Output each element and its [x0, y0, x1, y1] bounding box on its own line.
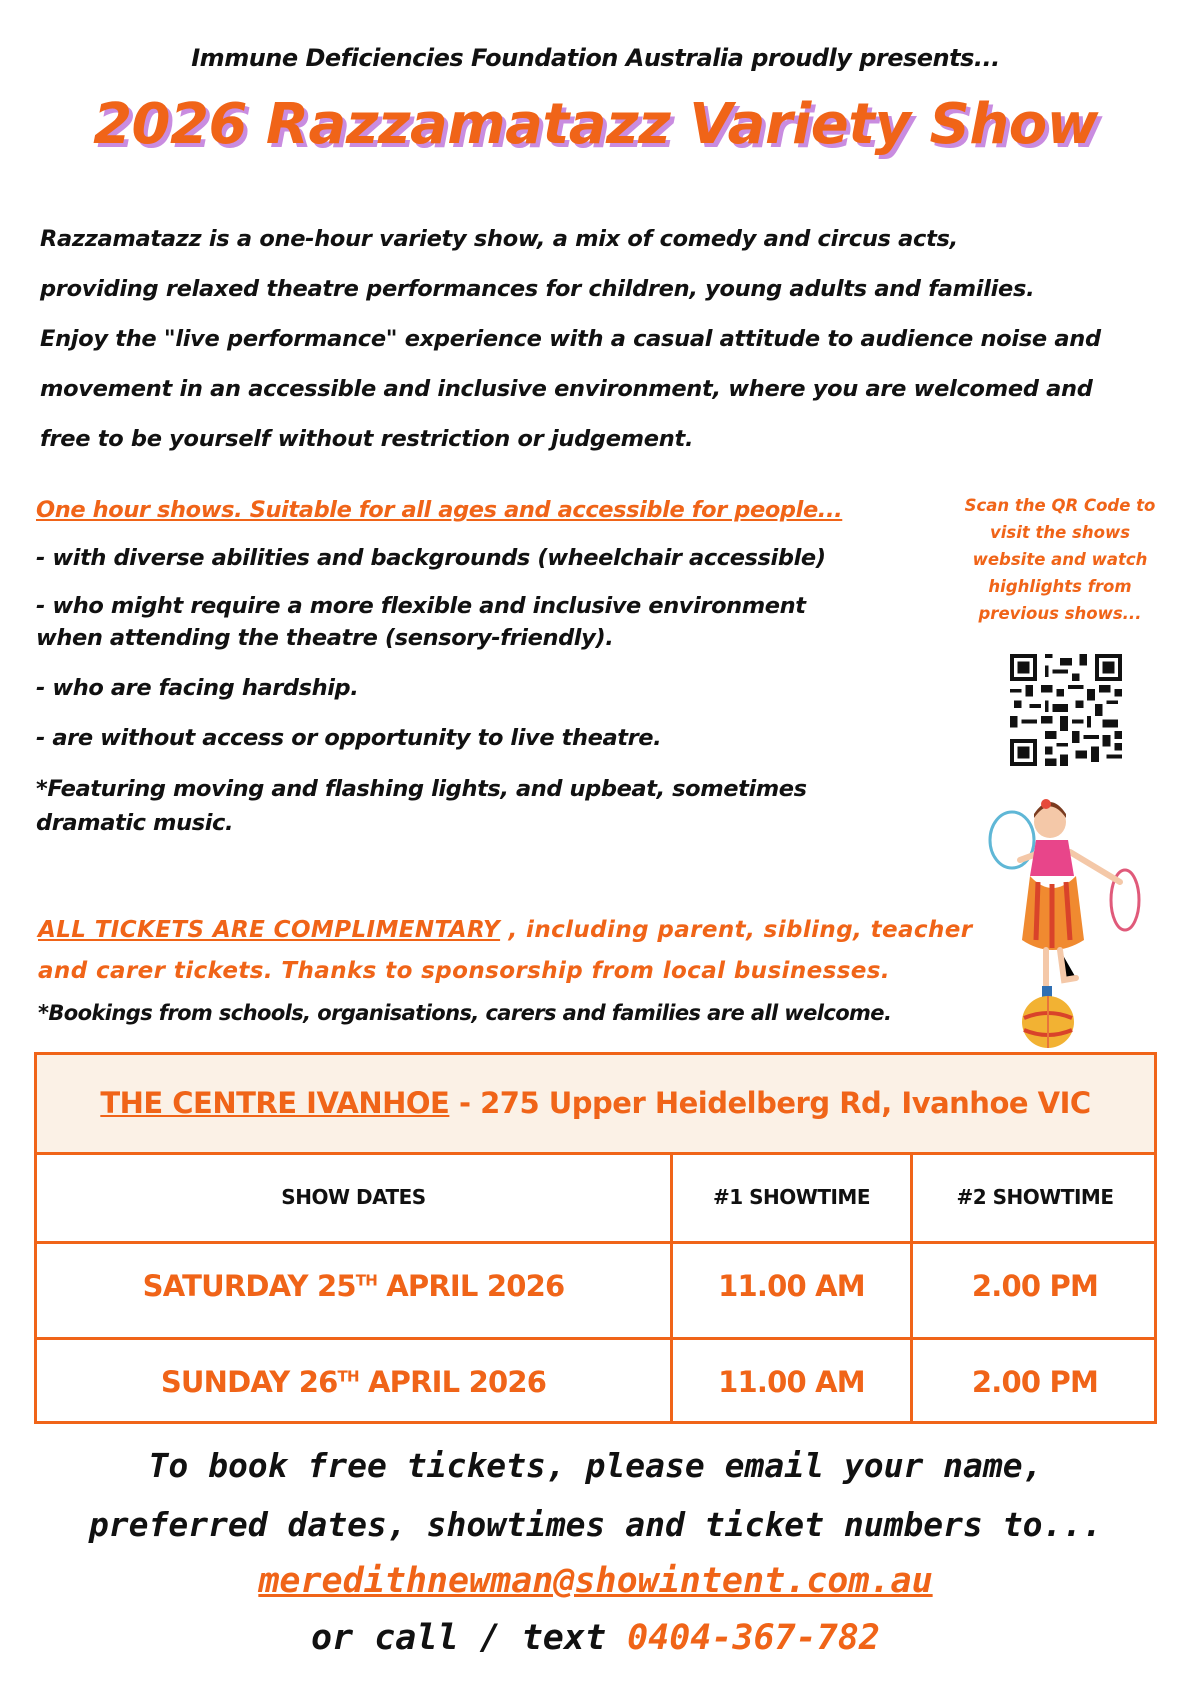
showtime: 2.00 PM: [971, 1269, 1099, 1303]
accessibility-item: - who are facing hardship.: [36, 675, 359, 701]
showtime: 11.00 AM: [718, 1365, 865, 1399]
showtime: 2.00 PM: [971, 1365, 1099, 1399]
date-day: SATURDAY 25: [142, 1269, 356, 1303]
lights-note: *Featuring moving and flashing lights, and upbeat, sometimes: [36, 776, 807, 802]
intro-paragraph: [40, 214, 1170, 464]
accessibility-heading: One hour shows. Suitable for all ages and accessible for people...: [36, 497, 843, 523]
venue-address: - 275 Upper Heidelberg Rd, Ivanhoe VIC: [449, 1086, 1091, 1120]
email-link[interactable]: meredithnewman@showintent.com.au: [258, 1561, 933, 1601]
row-divider: [37, 1241, 1154, 1244]
complimentary-highlight: ALL TICKETS ARE COMPLIMENTARY: [38, 917, 501, 943]
date-suffix: TH: [355, 1271, 377, 1290]
call-prefix: or call / text: [311, 1618, 628, 1658]
bookings-note: *Bookings from schools, organisations, carers and families are all welcome.: [38, 1001, 892, 1025]
venue-header: [37, 1055, 1154, 1155]
column-header-showtime-1: #1 SHOWTIME: [713, 1185, 870, 1209]
intro-line: free to be yourself without restriction or judgement.: [40, 426, 694, 452]
phone-line: [0, 1618, 1191, 1658]
column-header-dates: SHOW DATES: [281, 1185, 426, 1209]
tickets-section: [38, 910, 998, 992]
showtime: 11.00 AM: [718, 1269, 865, 1303]
accessibility-item: - with diverse abilities and backgrounds (wheelchair accessible): [36, 545, 826, 571]
presenter-line: Immune Deficiencies Foundation Australia proudly presents...: [191, 44, 1000, 72]
tickets-text: , including parent, sibling, teacher: [500, 917, 973, 943]
date-rest: APRIL 2026: [358, 1365, 547, 1399]
accessibility-item: - who might require a more flexible and inclusive environment: [36, 593, 806, 619]
venue-name: THE CENTRE IVANHOE: [100, 1086, 450, 1120]
dress: [1030, 840, 1074, 876]
qr-caption: Scan the QR Code to visit the shows website and watch highlights from previous shows...: [964, 496, 1156, 623]
date-rest: APRIL 2026: [376, 1269, 565, 1303]
intro-line: Enjoy the "live performance" experience with a casual attitude to audience noise and: [40, 326, 1101, 352]
accessibility-item: - are without access or opportunity to live theatre.: [36, 725, 662, 751]
intro-line: providing relaxed theatre performances for children, young adults and families.: [40, 276, 1035, 302]
intro-line: Razzamatazz is a one-hour variety show, a mix of comedy and circus acts,: [40, 226, 958, 252]
phone-number[interactable]: 0404-367-782: [627, 1618, 880, 1658]
date-day: SUNDAY 26: [160, 1365, 338, 1399]
lights-note: dramatic music.: [36, 810, 234, 836]
tickets-text: and carer tickets. Thanks to sponsorship from local businesses.: [38, 958, 891, 984]
intro-line: movement in an accessible and inclusive environment, where you are welcomed and: [40, 376, 1093, 402]
accessibility-section: [36, 494, 936, 840]
show-date: [37, 1269, 670, 1303]
page-title: 2026 Razzamatazz Variety Show: [93, 92, 1098, 157]
legs: [1046, 950, 1076, 990]
date-suffix: TH: [337, 1367, 359, 1386]
booking-instructions: preferred dates, showtimes and ticket numbers to...: [88, 1505, 1103, 1544]
showtimes-table: [34, 1052, 1157, 1424]
circus-girl-illustration: [980, 790, 1160, 1050]
column-header-showtime-2: #2 SHOWTIME: [956, 1185, 1114, 1209]
qr-code[interactable]: [1010, 654, 1122, 766]
accessibility-item: when attending the theatre (sensory-friendly).: [36, 625, 614, 651]
booking-instructions: To book free tickets, please email your name,: [148, 1446, 1043, 1485]
row-divider: [37, 1337, 1154, 1340]
show-date: [37, 1365, 670, 1399]
